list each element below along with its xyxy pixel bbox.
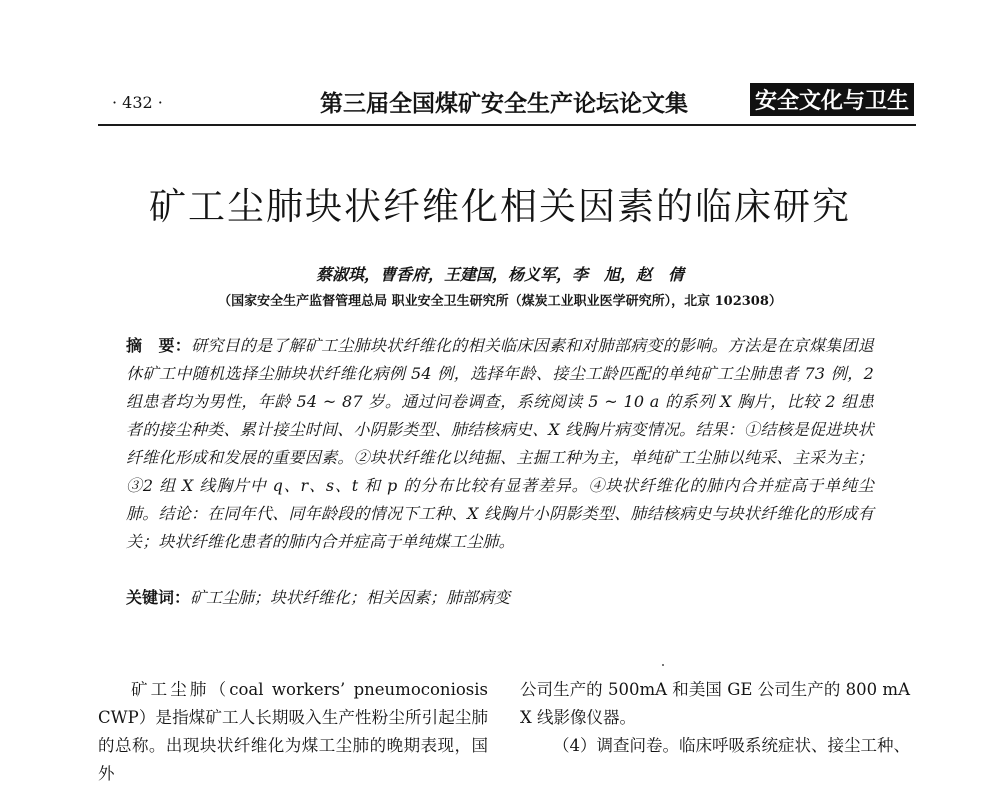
authors: 蔡淑琪，曹香府，王建国，杨义军，李 旭，赵 倩 <box>315 265 684 284</box>
keywords <box>126 585 874 608</box>
journal-title: 第三届全国煤矿安全生产论坛论文集 <box>320 91 688 117</box>
body-right-column <box>520 676 910 760</box>
keywords-text: 矿工尘肺；块状纤维化；相关因素；肺部病变 <box>190 588 511 607</box>
body-left-column: 矿工尘肺（coal workers’ pneumoconiosis CWP）是指煤矿工人长期吸入生产性粉尘所引起尘肺的总称。出现块状纤维化为煤工尘肺的晚期表现，国外 <box>98 680 488 783</box>
abstract-text: 研究目的是了解矿工尘肺块状纤维化的相关临床因素和对肺部病变的影响。方法是在京煤集团退休矿工中随机选择尘肺块状纤维化病例 54 例，选择年龄、接尘工龄匹配的单纯矿工尘肺患者 73 例，2 组患者均为男性，年龄 54 ~ 87 岁。通过问卷调查，系统阅读 5 ~ 10 a 的系列 X 胸片，比较 2 组患者的接尘种类、累计接尘时间、小阴影类型、肺结核病史、X 线胸片病变情况。结果：①结核是促进块状纤维化形成和发展的重要因素。②块状纤维化以纯掘、主掘工种为主，单纯矿工尘肺以纯采、主采为主；③2 组 X 线胸片中 q、r、s、t 和 p 的分布比较有显著差异。④块状纤维化的肺内合并症高于单纯尘肺。结论：在同年代、同年龄段的情况下工种、X 线胸片小阴影类型、肺结核病史与块状纤维化的形成有关；块状纤维化患者的肺内合并症高于单纯煤工尘肺。 <box>126 336 874 551</box>
abstract <box>126 332 874 556</box>
body-right-paragraph-1: 公司生产的 500mA 和美国 GE 公司生产的 800 mA X 线影像仪器。 <box>520 680 910 727</box>
body-right-paragraph-2: （4）调查问卷。临床呼吸系统症状、接尘工种、 <box>553 736 910 755</box>
affiliation: （国家安全生产监督管理总局 职业安全卫生研究所（煤炭工业职业医学研究所），北京 102308） <box>218 294 782 309</box>
abstract-label: 摘 要： <box>126 336 192 355</box>
scan-speck <box>662 664 664 666</box>
keywords-label: 关键词： <box>126 588 191 607</box>
header-rule <box>98 124 916 126</box>
article-title: 矿工尘肺块状纤维化相关因素的临床研究 <box>149 185 851 228</box>
page-number: · 432 · <box>112 93 163 112</box>
section-tag: 安全文化与卫生 <box>750 83 914 116</box>
page-header <box>98 80 914 120</box>
